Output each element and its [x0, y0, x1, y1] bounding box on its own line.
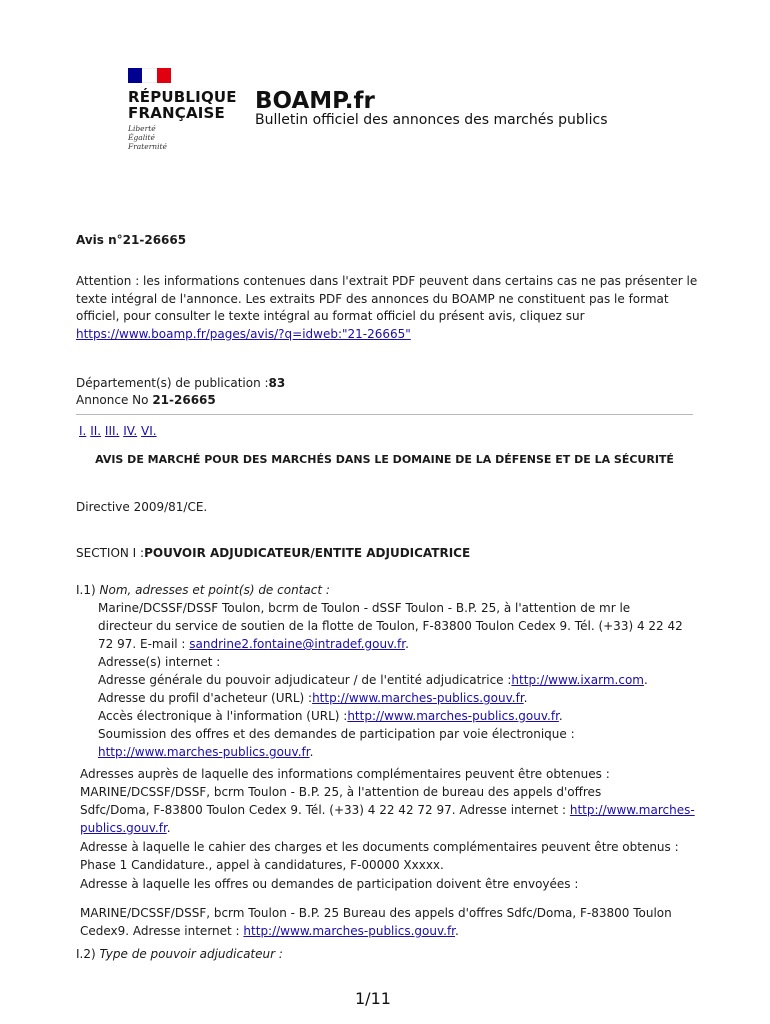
section-1-heading	[76, 545, 470, 563]
divider	[76, 414, 693, 415]
i2-heading	[76, 946, 283, 964]
motto-egalite: Égalité	[128, 133, 155, 142]
page-number: 1/11	[355, 989, 391, 1008]
contact-line-1: Marine/DCSSF/DSSF Toulon, bcrm de Toulon - dSSF Toulon - B.P. 25, à l'attention de mr le	[98, 601, 631, 615]
submission-link[interactable]: http://www.marches-publics.gouv.fr	[98, 745, 310, 759]
full-notice-link[interactable]: https://www.boamp.fr/pages/avis/?q=idweb:"21-26665"	[76, 326, 411, 341]
section-1-title: POUVOIR ADJUDICATEUR/ENTITE ADJUDICATRICE	[144, 546, 471, 560]
dept-value: 83	[268, 376, 286, 390]
complement-line-3: publics.gouv.fr.	[80, 821, 171, 835]
complement-link-part-2[interactable]: publics.gouv.fr	[80, 821, 167, 835]
internet-addresses-label: Adresse(s) internet :	[98, 655, 221, 669]
electronic-access-link[interactable]: http://www.marches-publics.gouv.fr	[347, 709, 559, 723]
flag-blue-band	[128, 68, 142, 83]
complement-link-part-1[interactable]: http://www.marches-	[569, 803, 695, 817]
cahier-label: Adresse à laquelle le cahier des charges et les documents complémentaires peuvent être obtenus :	[80, 840, 679, 854]
motto-fraternite: Fraternité	[128, 142, 167, 151]
general-address-line: Adresse générale du pouvoir adjudicateur / de l'entité adjudicatrice :http://www.ixarm.com.	[98, 673, 648, 687]
buyer-profile-link[interactable]: http://www.marches-publics.gouv.fr	[312, 691, 524, 705]
buyer-profile-line: Adresse du profil d'acheteur (URL) :http://www.marches-publics.gouv.fr.	[98, 691, 528, 705]
annonce-line	[76, 392, 216, 410]
motto-liberte: Liberté	[128, 124, 156, 133]
flag-white-band	[142, 68, 157, 83]
complement-label: Adresses auprès de laquelle des informations complémentaires peuvent être obtenues :	[80, 767, 610, 781]
department-line	[76, 375, 285, 393]
offres-internet-label: Cedex9. Adresse internet :	[80, 924, 240, 938]
i2-title: Type de pouvoir adjudicateur :	[99, 947, 283, 961]
attention-paragraph	[76, 273, 701, 343]
boamp-subtitle: Bulletin officiel des annonces des marchés publics	[255, 112, 608, 128]
section-toc	[79, 423, 157, 441]
republic-line2: FRANÇAISE	[128, 104, 226, 122]
i2-number: I.2)	[76, 947, 96, 961]
contact-line-3: 72 97. E-mail : sandrine2.fontaine@intradef.gouv.fr.	[98, 637, 409, 651]
i1-number: I.1)	[76, 583, 96, 597]
general-address-link[interactable]: http://www.ixarm.com	[511, 673, 644, 687]
submission-line: http://www.marches-publics.gouv.fr.	[98, 745, 314, 759]
toc-link-section-3[interactable]: III.	[104, 424, 120, 438]
annonce-label: Annonce No	[76, 393, 149, 407]
toc-link-section-1[interactable]: I.	[79, 424, 87, 438]
republic-line1: RÉPUBLIQUE	[128, 88, 237, 106]
offres-line-1: MARINE/DCSSF/DSSF, bcrm Toulon - B.P. 25 Bureau des appels d'offres Sdfc/Doma, F-83800 Toulon	[80, 906, 672, 920]
section-1-label: SECTION I :	[76, 546, 145, 560]
submission-label: Soumission des offres et des demandes de participation par voie électronique :	[98, 727, 575, 741]
dept-label: Département(s) de publication :	[76, 376, 269, 390]
cahier-value: Phase 1 Candidature., appel à candidatures, F-00000 Xxxxx.	[80, 858, 444, 872]
buyer-profile-label: Adresse du profil d'acheteur (URL) :	[98, 691, 313, 705]
offres-link[interactable]: http://www.marches-publics.gouv.fr	[243, 924, 455, 938]
complement-line-2	[80, 802, 695, 820]
toc-link-section-2[interactable]: II.	[90, 424, 102, 438]
boamp-brand: BOAMP.fr	[255, 88, 375, 114]
attention-text: Attention : les informations contenues dans l'extrait PDF peuvent dans certains cas ne pas présenter le texte intégral de l'annonce. Les extraits PDF des annonces du BOAMP ne constituent pas le format officiel, pour consulter le texte intégral au format officiel du présent avis, cliquez sur	[76, 274, 698, 323]
i1-title: Nom, adresses et point(s) de contact :	[99, 583, 330, 597]
annonce-value: 21-26665	[152, 393, 216, 407]
toc-link-section-4[interactable]: IV.	[123, 424, 138, 438]
i1-heading	[76, 582, 330, 600]
contact-line-2: directeur du service de soutien de la flotte de Toulon, F-83800 Toulon Cedex 9. Tél. (+33) 4 22 42	[98, 619, 683, 633]
french-flag-logo	[128, 68, 171, 83]
general-address-label: Adresse générale du pouvoir adjudicateur / de l'entité adjudicatrice :	[98, 673, 512, 687]
republic-motto	[128, 124, 167, 151]
contact-email-link[interactable]: sandrine2.fontaine@intradef.gouv.fr	[189, 637, 406, 651]
complement-line-1: MARINE/DCSSF/DSSF, bcrm Toulon - B.P. 25, à l'attention de bureau des appels d'offres	[80, 785, 602, 799]
complement-internet-label: Sdfc/Doma, F-83800 Toulon Cedex 9. Tél. (+33) 4 22 42 72 97. Adresse internet :	[80, 803, 567, 817]
flag-red-band	[157, 68, 171, 83]
republique-francaise-wordmark	[128, 89, 237, 121]
notice-title: Avis n°21-26665	[76, 233, 187, 247]
directive: Directive 2009/81/CE.	[76, 500, 208, 514]
electronic-access-label: Accès électronique à l'information (URL) :	[98, 709, 348, 723]
offres-line-2: Cedex9. Adresse internet : http://www.marches-publics.gouv.fr.	[80, 924, 459, 938]
offres-label: Adresse à laquelle les offres ou demandes de participation doivent être envoyées :	[80, 877, 579, 891]
contact-email-label: 72 97. E-mail :	[98, 637, 186, 651]
electronic-access-line: Accès électronique à l'information (URL) :http://www.marches-publics.gouv.fr.	[98, 709, 563, 723]
toc-link-section-6[interactable]: VI.	[141, 424, 157, 438]
main-heading: AVIS DE MARCHÉ POUR DES MARCHÉS DANS LE DOMAINE DE LA DÉFENSE ET DE LA SÉCURITÉ	[95, 453, 674, 466]
